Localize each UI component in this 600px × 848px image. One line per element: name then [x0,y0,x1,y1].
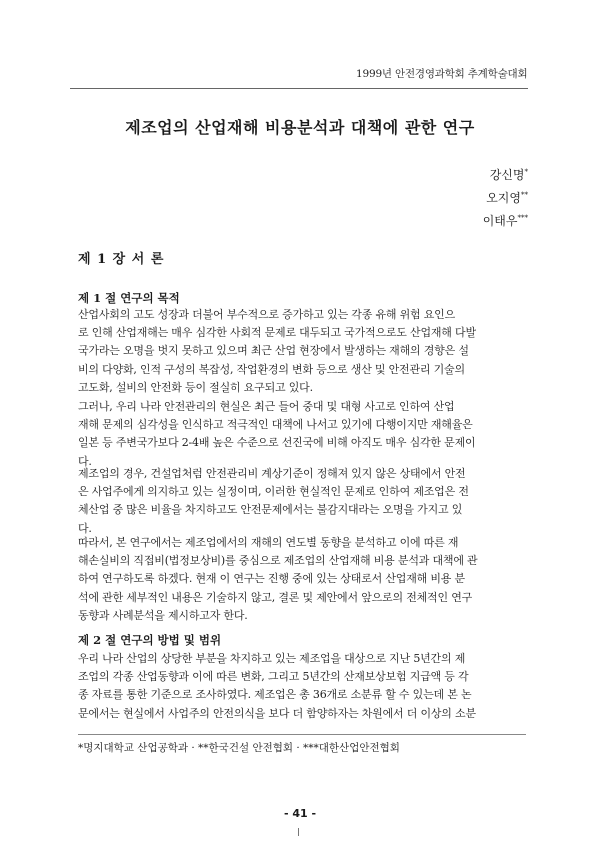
text-line: 제조업의 경우, 건설업처럼 안전관리비 계상기준이 정해져 있지 않은 상태에서 안전 [78,467,466,480]
body-paragraph [78,650,526,723]
footnote-divider [78,734,526,735]
author-name: 강신명* [489,168,528,182]
text-line: 조업의 각종 산업동향과 이에 따른 변화, 그리고 5년간의 산재보상보험 지급액 등 각 [78,670,469,684]
text-line: 해손실비의 직접비(법정보상비)를 중심으로 제조업의 산업재해 비용 분석과 대책에 관 [78,554,478,568]
affiliation-mark: *** [517,214,528,222]
affiliation-footnote: *명지대학교 산업공학과 · **한국건설 안전협회 · ***대한산업안전협회 [78,742,400,754]
chapter-heading: 제 1 장 서 론 [78,252,165,267]
binding-tick-mark [298,828,299,836]
body-paragraph [78,534,526,625]
body-paragraph [78,398,526,471]
text-line: 재해 문제의 심각성을 인식하고 적극적인 대책에 나서고 있기에 다행이지만 재해율은 [78,418,473,432]
text-line: 로 인해 산업재해는 매우 심각한 사회적 문제로 대두되고 국가적으로도 산업재해 다발 [78,326,476,340]
text-line: 고도화, 설비의 안전화 등이 절실히 요구되고 있다. [78,380,313,394]
text-line: 그러나, 우리 나라 안전관리의 현실은 최근 들어 중대 및 대형 사고로 인하여 산업 [78,400,455,413]
text-line: 일본 등 주변국가보다 2-4배 높은 수준으로 선진국에 비해 아직도 매우 심각한 문제이 [78,436,476,450]
text-line: 비의 다양화, 인적 구성의 복잡성, 작업환경의 변화 등으로 생산 및 안전관리 기술의 [78,362,465,376]
text-line: 종 자료를 통한 기준으로 조사하였다. 제조업은 총 36개로 소분류 할 수 있는데 본 논 [78,688,472,702]
text-line: 따라서, 본 연구에서는 제조업에서의 재해의 연도별 동향을 분석하고 이에 따른 재 [78,536,459,549]
text-line: 은 사업주에게 의지하고 있는 실정이며, 이러한 현실적인 문제로 인하여 제조업은 전 [78,485,469,499]
body-paragraph [78,465,526,538]
text-line: 우리 나라 산업의 상당한 부분을 차지하고 있는 제조업을 대상으로 지난 5년간의 제 [78,652,466,665]
paper-title: 제조업의 산업재해 비용분석과 대책에 관한 연구 [125,118,475,137]
text-line: 석에 관한 세부적인 내용은 기술하지 않고, 결론 및 제안에서 앞으로의 전체적인 연구 [78,590,473,604]
conference-header: 1999년 안전경영과학회 추계학술대회 [356,68,528,80]
author-name: 이태우*** [482,214,528,228]
text-line: 산업사회의 고도 성장과 더불어 부수적으로 증가하고 있는 각종 유해 위험 요인으 [78,308,456,321]
text-line: 하여 연구하도록 하겠다. 현재 이 연구는 진행 중에 있는 상태로서 산업재해 비용 분 [78,572,465,586]
text-line: 국가라는 오명을 벗지 못하고 있으며 최근 산업 현장에서 발생하는 재해의 경향은 설 [78,344,469,358]
section-heading: 제 2 절 연구의 방법 및 범위 [78,633,222,647]
affiliation-mark: ** [521,191,528,199]
section-heading: 제 1 절 연구의 목적 [78,291,180,305]
text-line: 동향과 사례분석을 제시하고자 한다. [78,608,248,622]
page-number: - 41 - [283,807,317,820]
author-list [483,164,528,233]
text-line: 문에서는 현실에서 사업주의 안전의식을 보다 더 함양하자는 차원에서 더 이상의 소분 [78,706,476,720]
affiliation-mark: * [524,168,528,176]
text-line: 다. [78,454,92,468]
text-line: 다. [78,521,92,535]
text-line: 체산업 중 많은 비율을 차지하고도 안전문제에서는 불감지대라는 오명을 가지고 있 [78,503,463,517]
body-paragraph [78,306,526,397]
author-name: 오지영** [486,191,528,205]
header-divider [70,88,528,89]
